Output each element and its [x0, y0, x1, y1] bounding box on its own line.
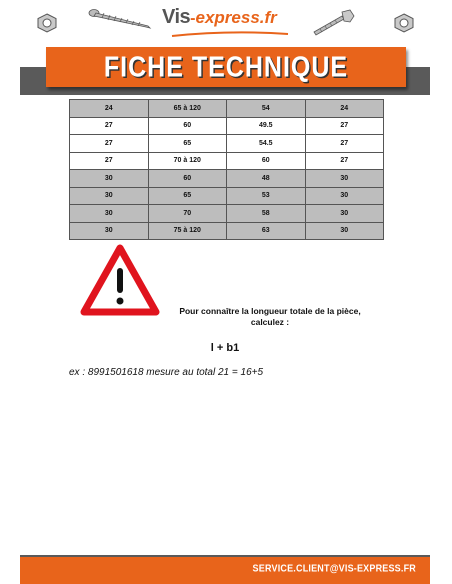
table-cell: 75 à 120 [148, 222, 227, 240]
table-cell: 49.5 [227, 117, 306, 135]
table-cell: 27 [70, 117, 149, 135]
table-cell: 24 [305, 100, 384, 118]
table-cell: 27 [70, 135, 149, 153]
table-cell: 30 [70, 187, 149, 205]
table-cell: 60 [148, 117, 227, 135]
title-banner [46, 47, 406, 87]
table-cell: 70 à 120 [148, 152, 227, 170]
table-row [70, 170, 384, 188]
brand-logo: Vis-express.fr [162, 6, 277, 28]
wood-screw-icon [88, 8, 154, 30]
specification-table [69, 99, 384, 240]
table-cell: 27 [305, 117, 384, 135]
hex-nut-icon [36, 13, 58, 33]
table-cell: 27 [305, 152, 384, 170]
table-cell: 60 [148, 170, 227, 188]
table-cell: 48 [227, 170, 306, 188]
table-cell: 30 [305, 187, 384, 205]
length-formula: l + b1 [210, 342, 240, 354]
page-title: FICHE TECHNIQUE [103, 51, 349, 84]
table-cell: 65 à 120 [148, 100, 227, 118]
table-cell: 30 [70, 222, 149, 240]
table-cell: 65 [148, 135, 227, 153]
table-cell: 27 [305, 135, 384, 153]
table-cell: 54 [227, 100, 306, 118]
table-cell: 60 [227, 152, 306, 170]
table-cell: 30 [305, 170, 384, 188]
hex-bolt-icon [312, 8, 356, 36]
table-cell: 30 [305, 222, 384, 240]
example-text: ex : 8991501618 mesure au total 21 = 16+5 [69, 367, 264, 378]
table-row [70, 100, 384, 118]
length-instruction: Pour connaître la longueur totale de la pièce, calculez : [179, 306, 361, 327]
hex-nut-icon [393, 13, 415, 33]
table-row [70, 152, 384, 170]
table-row [70, 187, 384, 205]
table-row [70, 117, 384, 135]
table-cell: 58 [227, 205, 306, 223]
table-cell: 27 [70, 152, 149, 170]
warning-icon [80, 244, 160, 316]
table-cell: 54.5 [227, 135, 306, 153]
table-row [70, 222, 384, 240]
table-cell: 30 [70, 205, 149, 223]
table-row [70, 135, 384, 153]
footer-email: SERVICE.CLIENT@VIS-EXPRESS.FR [252, 562, 416, 574]
logo-swoosh-icon [170, 30, 290, 38]
table-row [70, 205, 384, 223]
table-cell: 30 [305, 205, 384, 223]
table-cell: 53 [227, 187, 306, 205]
table-cell: 63 [227, 222, 306, 240]
table-cell: 30 [70, 170, 149, 188]
table-cell: 24 [70, 100, 149, 118]
table-cell: 70 [148, 205, 227, 223]
table-cell: 65 [148, 187, 227, 205]
